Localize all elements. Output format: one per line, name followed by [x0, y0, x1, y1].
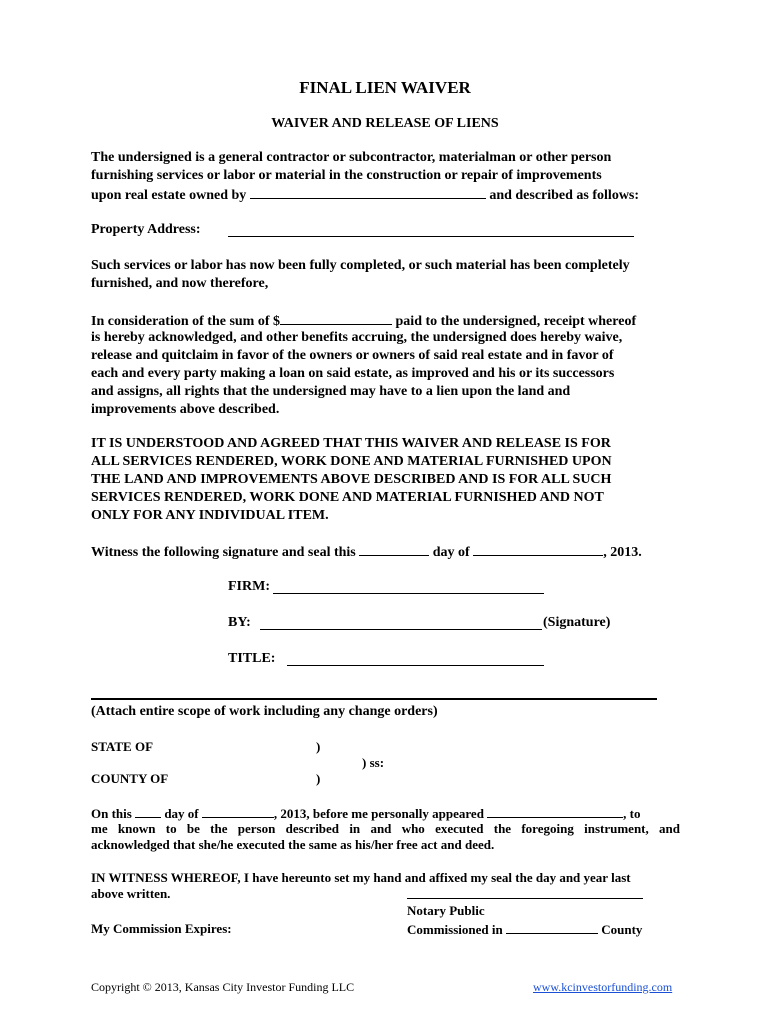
acknowledgment-line-1: [91, 805, 641, 822]
understood-line-1: IT IS UNDERSTOOD AND AGREED THAT THIS WAIVER AND RELEASE IS FOR: [91, 436, 611, 451]
services-line-1: Such services or labor has now been fully completed, or such material has been completely: [91, 258, 630, 273]
understood-line-5: ONLY FOR ANY INDIVIDUAL ITEM.: [91, 508, 329, 523]
understood-line-2: ALL SERVICES RENDERED, WORK DONE AND MATERIAL FURNISHED UPON: [91, 454, 612, 469]
notary-signature-field[interactable]: [407, 898, 643, 899]
ack-day-of-label: day of: [164, 806, 199, 821]
witness-year-label: , 2013.: [603, 545, 642, 560]
commissioned-in-line: [407, 921, 642, 938]
attach-note: (Attach entire scope of work including any change orders): [91, 704, 438, 719]
property-address-label: Property Address:: [91, 222, 201, 237]
section-divider: [91, 698, 657, 700]
ack-month-field[interactable]: [202, 805, 274, 818]
understood-line-4: SERVICES RENDERED, WORK DONE AND MATERIAL FURNISHED AND NOT: [91, 490, 604, 505]
state-of-label: STATE OF: [91, 739, 154, 754]
title-field[interactable]: [287, 665, 544, 666]
intro-line-1: The undersigned is a general contractor or subcontractor, materialman or other person: [91, 150, 612, 165]
in-witness-line-1: IN WITNESS WHEREOF, I have hereunto set my hand and affixed my seal the day and year last: [91, 870, 631, 885]
witness-day-field[interactable]: [359, 543, 429, 556]
county-paren: ): [316, 771, 321, 786]
paid-label: paid to the undersigned, receipt whereof: [395, 314, 637, 329]
state-paren: ): [316, 739, 321, 754]
consideration-line-3: release and quitclaim in favor of the owners or owners of said real estate and in favor of: [91, 348, 614, 363]
witness-day-of-label: day of: [432, 545, 470, 560]
firm-label: FIRM:: [228, 579, 270, 594]
witness-month-field[interactable]: [473, 543, 603, 556]
ack-to-label: , to: [623, 806, 641, 821]
described-label: and described as follows:: [489, 188, 640, 203]
ack-day-field[interactable]: [135, 805, 161, 818]
document-title: FINAL LIEN WAIVER: [299, 78, 471, 97]
county-field[interactable]: [506, 921, 598, 934]
title-label: TITLE:: [228, 651, 276, 666]
copyright-text: Copyright © 2013, Kansas City Investor Funding LLC: [91, 980, 355, 994]
in-witness-line-2: above written.: [91, 886, 171, 901]
commissioned-in-label: Commissioned in: [407, 922, 503, 937]
notary-public-label: Notary Public: [407, 903, 485, 918]
owner-name-field[interactable]: [250, 186, 486, 199]
document-subtitle: WAIVER AND RELEASE OF LIENS: [271, 116, 499, 131]
intro-line-2: furnishing services or labor or material in the construction or repair of improvements: [91, 168, 602, 183]
intro-line-3: [91, 186, 639, 204]
commission-expires-label: My Commission Expires:: [91, 921, 232, 936]
consideration-line-2: is hereby acknowledged, and other benefits accruing, the undersigned does hereby waive,: [91, 330, 623, 345]
consideration-line-5: and assigns, all rights that the undersigned may have to a lien upon the land and: [91, 384, 571, 399]
county-label: County: [601, 922, 643, 937]
county-of-label: COUNTY OF: [91, 771, 169, 786]
acknowledgment-line-2: me known to be the person described in and who executed the foregoing instrument, and: [91, 821, 680, 836]
appeared-name-field[interactable]: [487, 805, 623, 818]
sum-amount-field[interactable]: [280, 312, 392, 325]
firm-field[interactable]: [273, 593, 544, 594]
owned-by-label: upon real estate owned by: [91, 188, 247, 203]
ack-appeared-label: , 2013, before me personally appeared: [273, 806, 484, 821]
services-line-2: furnished, and now therefore,: [91, 276, 269, 291]
sum-label: In consideration of the sum of $: [91, 314, 281, 329]
witness-line: [91, 543, 642, 561]
property-address-field[interactable]: [228, 236, 634, 237]
by-label: BY:: [228, 615, 251, 630]
by-signature-field[interactable]: [260, 629, 542, 630]
ss-label: ) ss:: [362, 755, 385, 770]
signature-suffix: (Signature): [543, 615, 611, 630]
consideration-line-6: improvements above described.: [91, 402, 280, 417]
understood-line-3: THE LAND AND IMPROVEMENTS ABOVE DESCRIBED AND IS FOR ALL SUCH: [91, 472, 612, 487]
consideration-line-1: [91, 312, 636, 330]
on-this-label: On this: [91, 806, 132, 821]
consideration-line-4: each and every party making a loan on said estate, as improved and his or its successors: [91, 366, 615, 381]
acknowledgment-line-3: acknowledged that she/he executed the same as his/her free act and deed.: [91, 837, 495, 852]
witness-label: Witness the following signature and seal this: [91, 545, 356, 560]
website-link[interactable]: www.kcinvestorfunding.com: [533, 980, 673, 994]
